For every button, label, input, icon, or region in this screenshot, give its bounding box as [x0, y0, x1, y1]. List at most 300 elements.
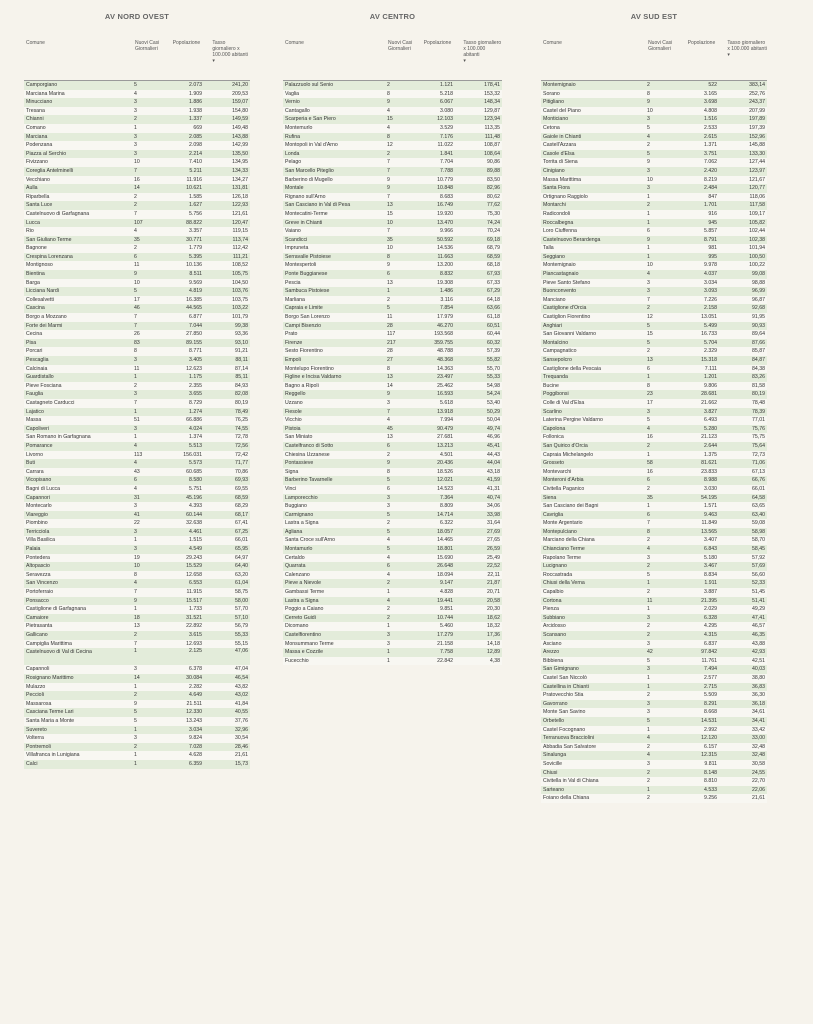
- table-row: [541, 674, 767, 683]
- cell-comune: Montale: [285, 185, 304, 192]
- cell-comune: Trequanda: [543, 374, 568, 381]
- cell-popolazione: 45.196: [186, 494, 202, 501]
- table-row: [541, 425, 767, 434]
- cell-popolazione: 13.565: [701, 528, 717, 535]
- cell-nuovi-casi: 2: [387, 520, 390, 527]
- cell-comune: Radicondoli: [543, 210, 571, 217]
- cell-nuovi-casi: 2: [647, 348, 650, 355]
- cell-nuovi-casi: 43: [134, 468, 140, 475]
- cell-popolazione: 48.368: [437, 357, 453, 363]
- cell-comune: Bientina: [26, 271, 45, 278]
- cell-comune: Viareggio: [26, 511, 48, 518]
- cell-popolazione: 11.022: [437, 142, 453, 149]
- cell-nuovi-casi: 4: [387, 537, 390, 544]
- table-row: [283, 322, 502, 331]
- cell-popolazione: 9.806: [704, 382, 717, 389]
- cell-nuovi-casi: 2: [647, 537, 650, 544]
- cell-popolazione: 4.819: [189, 288, 202, 295]
- cell-tasso: 87,66: [752, 339, 765, 346]
- table-row: [283, 528, 502, 537]
- cell-nuovi-casi: 31: [134, 494, 140, 501]
- cell-tasso: 41,84: [235, 700, 248, 707]
- cell-popolazione: 30.084: [186, 674, 202, 681]
- cell-nuovi-casi: 1: [647, 726, 650, 733]
- cell-nuovi-casi: 5: [134, 82, 137, 88]
- cell-tasso: 98,88: [752, 279, 765, 286]
- cell-nuovi-casi: 2: [134, 743, 137, 750]
- cell-tasso: 152,96: [749, 133, 765, 140]
- cell-tasso: 17,36: [487, 632, 500, 638]
- cell-nuovi-casi: 5: [647, 150, 650, 157]
- cell-nuovi-casi: 4: [134, 228, 137, 235]
- cell-tasso: 40,74: [487, 494, 500, 501]
- cell-tasso: 14,18: [487, 640, 500, 647]
- table-row: [24, 219, 250, 228]
- header-popolazione-label: Popolazione: [423, 40, 452, 46]
- chevron-down-icon[interactable]: ▾: [727, 52, 730, 58]
- cell-popolazione: 9.966: [440, 228, 453, 235]
- cell-comune: Mulazzo: [26, 683, 46, 690]
- cell-tasso: 134,33: [232, 167, 248, 174]
- cell-comune: Ortignano Raggiolo: [543, 193, 588, 200]
- cell-comune: Buggiano: [285, 503, 307, 510]
- cell-popolazione: 3.165: [704, 90, 717, 97]
- table-row: [283, 416, 502, 425]
- cell-popolazione: 12.658: [186, 571, 202, 578]
- header-comune[interactable]: [283, 40, 388, 80]
- cell-tasso: 70,24: [487, 228, 500, 235]
- table-row: [24, 141, 250, 150]
- cell-nuovi-casi: 3: [134, 528, 137, 535]
- table-row: [24, 390, 250, 399]
- cell-popolazione: 1.886: [189, 99, 202, 106]
- cell-tasso: 85,11: [235, 374, 248, 381]
- cell-comune: Bagni di Lucca: [26, 485, 61, 492]
- table-row: [24, 579, 250, 588]
- cell-tasso: 26,59: [487, 546, 500, 553]
- cell-tasso: 103,75: [232, 296, 248, 303]
- cell-popolazione: 19.441: [437, 597, 453, 604]
- cell-comune: Gavorrano: [543, 700, 568, 707]
- cell-tasso: 60,51: [487, 322, 500, 329]
- cell-nuovi-casi: 28: [387, 322, 393, 329]
- table-row: [24, 485, 250, 494]
- cell-comune: Pieve a Nievole: [285, 580, 322, 587]
- cell-tasso: 84,93: [235, 382, 248, 389]
- table-row: [24, 751, 250, 760]
- table-row: [541, 201, 767, 210]
- cell-comune: Roccalbegna: [543, 219, 574, 226]
- cell-comune: Sansepolcro: [543, 357, 572, 363]
- cell-comune: Riparbella: [26, 193, 50, 200]
- table-row: [24, 416, 250, 425]
- cell-tasso: 58,45: [752, 546, 765, 553]
- header-comune[interactable]: [24, 40, 135, 80]
- cell-tasso: 32,48: [752, 743, 765, 750]
- cell-comune: Grosseto: [543, 460, 565, 467]
- cell-popolazione: 15.318: [701, 357, 717, 363]
- table-row: [283, 485, 502, 494]
- cell-nuovi-casi: 6: [387, 442, 390, 449]
- cell-popolazione: 8.148: [704, 769, 717, 776]
- cell-popolazione: 1.175: [189, 374, 202, 381]
- header-comune-label: Comune: [285, 40, 304, 46]
- table-row: [283, 210, 502, 219]
- cell-nuovi-casi: 3: [134, 142, 137, 149]
- cell-comune: Montignoso: [26, 262, 53, 269]
- cell-comune: Pelago: [285, 159, 302, 166]
- cell-popolazione: 5.618: [440, 399, 453, 406]
- cell-comune: Castelnuovo di Garfagnana: [26, 210, 90, 217]
- header-nuovi-casi[interactable]: [388, 40, 424, 80]
- section-av-sud-est: [541, 12, 767, 803]
- cell-tasso: 197,39: [749, 124, 765, 131]
- cell-comune: San Romano in Garfagnana: [26, 434, 91, 441]
- cell-nuovi-casi: 1: [387, 623, 390, 630]
- chevron-down-icon[interactable]: ▾: [463, 58, 466, 64]
- cell-tasso: 18,62: [487, 614, 500, 621]
- cell-nuovi-casi: 5: [387, 546, 390, 553]
- table-row: [283, 270, 502, 279]
- cell-popolazione: 945: [708, 219, 717, 226]
- cell-comune: Coreglia Antelminelli: [26, 167, 73, 174]
- cell-tasso: 96,99: [752, 288, 765, 295]
- cell-popolazione: 23.833: [701, 468, 717, 475]
- cell-tasso: 30,58: [752, 760, 765, 767]
- cell-comune: Podenzana: [26, 142, 53, 149]
- table-row: [283, 261, 502, 270]
- cell-comune: Montamurlo: [285, 546, 313, 553]
- cell-popolazione: 60.144: [186, 511, 202, 518]
- cell-popolazione: 6.843: [704, 546, 717, 553]
- header-comune[interactable]: [541, 40, 648, 80]
- cell-nuovi-casi: 11: [134, 365, 140, 372]
- table-row: [541, 579, 767, 588]
- cell-nuovi-casi: 4: [134, 90, 137, 97]
- cell-tasso: 54,98: [487, 382, 500, 389]
- cell-nuovi-casi: 7: [647, 296, 650, 303]
- cell-nuovi-casi: 1: [134, 124, 137, 131]
- cell-comune: Volterra: [26, 735, 44, 742]
- cell-tasso: 120,77: [749, 185, 765, 192]
- cell-comune: Agliana: [285, 528, 303, 535]
- table-row: [283, 494, 502, 503]
- cell-popolazione: 20.436: [437, 460, 453, 467]
- cell-nuovi-casi: 2: [647, 82, 650, 88]
- table-row: [541, 597, 767, 606]
- cell-popolazione: 8.668: [704, 709, 717, 716]
- cell-tasso: 43,82: [235, 683, 248, 690]
- cell-comune: Palazzuolo sul Senio: [285, 82, 334, 88]
- table-row: [24, 511, 250, 520]
- cell-comune: Arcidosso: [543, 623, 566, 630]
- cell-popolazione: 21.123: [701, 434, 717, 441]
- cell-popolazione: 8.809: [440, 503, 453, 510]
- cell-popolazione: 10.744: [437, 614, 453, 621]
- cell-nuovi-casi: 7: [134, 210, 137, 217]
- cell-popolazione: 6.322: [440, 520, 453, 527]
- cell-popolazione: 15.529: [186, 563, 202, 570]
- cell-popolazione: 11.915: [186, 589, 202, 596]
- cell-comune: Calci: [26, 760, 38, 767]
- cell-comune: Fivizzano: [26, 159, 48, 166]
- cell-popolazione: 15.690: [437, 554, 453, 561]
- cell-popolazione: 1.486: [440, 288, 453, 295]
- cell-comune: Talla: [543, 245, 554, 252]
- cell-comune: Castagneto Carducci: [26, 399, 75, 406]
- cell-comune: Portoferraio: [26, 589, 54, 596]
- cell-comune: Fucecchio: [285, 657, 309, 664]
- cell-comune: Montarchi: [543, 202, 566, 209]
- cell-popolazione: 2.073: [189, 82, 202, 88]
- header-nuovi-casi[interactable]: [648, 40, 688, 80]
- cell-nuovi-casi: 5: [647, 339, 650, 346]
- cell-popolazione: 2.125: [189, 648, 202, 655]
- cell-nuovi-casi: 2: [647, 632, 650, 638]
- cell-tasso: 77,62: [487, 202, 500, 209]
- cell-nuovi-casi: 6: [134, 253, 137, 260]
- cell-comune: Montespertoli: [285, 262, 317, 269]
- cell-popolazione: 3.827: [704, 408, 717, 415]
- cell-popolazione: 54.195: [701, 494, 717, 501]
- cell-tasso: 154,80: [232, 107, 248, 114]
- cell-tasso: 67,93: [487, 271, 500, 278]
- cell-comune: Chianciano Terme: [543, 546, 585, 553]
- cell-popolazione: 5.499: [704, 322, 717, 329]
- table-row: [541, 339, 767, 348]
- cell-tasso: 12,89: [487, 649, 500, 656]
- cell-nuovi-casi: 23: [647, 391, 653, 398]
- cell-tasso: 75,64: [752, 442, 765, 449]
- table-row: [541, 150, 767, 159]
- table-row: [541, 588, 767, 597]
- chevron-down-icon[interactable]: ▾: [212, 58, 215, 64]
- table-row: [541, 528, 767, 537]
- header-tasso[interactable]: [212, 40, 250, 80]
- cell-tasso: 20,71: [487, 589, 500, 596]
- cell-comune: Lucca: [26, 219, 40, 226]
- table-row: [541, 640, 767, 649]
- table-row: [541, 708, 767, 717]
- cell-popolazione: 2.992: [704, 726, 717, 733]
- cell-popolazione: 18.801: [437, 546, 453, 553]
- cell-nuovi-casi: 1: [134, 752, 137, 759]
- table-row: [24, 683, 250, 692]
- cell-comune: Sorano: [543, 90, 560, 97]
- cell-nuovi-casi: 3: [134, 99, 137, 106]
- cell-popolazione: 19.920: [437, 210, 453, 217]
- header-tasso[interactable]: [463, 40, 502, 80]
- cell-tasso: 120,47: [232, 219, 248, 226]
- cell-nuovi-casi: 2: [387, 296, 390, 303]
- cell-tasso: 42,93: [752, 649, 765, 656]
- cell-popolazione: 8.219: [704, 176, 717, 183]
- cell-nuovi-casi: 12: [387, 142, 393, 149]
- cell-tasso: 31,64: [487, 520, 500, 527]
- cell-comune: Sinalunga: [543, 752, 567, 759]
- cell-nuovi-casi: 10: [647, 107, 653, 114]
- cell-popolazione: 2.644: [704, 442, 717, 449]
- cell-comune: San Giovanni Valdarno: [543, 331, 596, 338]
- table-row: [283, 442, 502, 451]
- cell-tasso: 153,32: [484, 90, 500, 97]
- table-row: [24, 468, 250, 477]
- cell-nuovi-casi: 6: [647, 477, 650, 484]
- cell-comune: Anghiari: [543, 322, 563, 329]
- cell-tasso: 36,83: [752, 683, 765, 690]
- cell-comune: Capolona: [543, 425, 566, 432]
- cell-nuovi-casi: 9: [134, 597, 137, 604]
- cell-popolazione: 7.226: [704, 296, 717, 303]
- cell-comune: Borgo a Mozzano: [26, 314, 67, 321]
- table-row: [24, 339, 250, 348]
- cell-comune: Cinigiano: [543, 167, 565, 174]
- cell-popolazione: 29.243: [186, 554, 202, 561]
- table-row: [24, 244, 250, 253]
- cell-comune: Ponsacco: [26, 597, 49, 604]
- cell-comune: Montemurlo: [285, 124, 313, 131]
- cell-nuovi-casi: 3: [647, 760, 650, 767]
- cell-comune: Monsummano Terme: [285, 640, 334, 647]
- table-row: [283, 640, 502, 649]
- cell-tasso: 89,64: [752, 331, 765, 338]
- cell-nuovi-casi: 4: [387, 417, 390, 424]
- cell-comune: Rignano sull'Arno: [285, 193, 326, 200]
- header-nuovi-casi-label: Nuovi Casi Giornalieri: [648, 40, 673, 52]
- cell-tasso: 57,92: [752, 554, 765, 561]
- cell-tasso: 131,81: [232, 185, 248, 192]
- cell-nuovi-casi: 10: [387, 219, 393, 226]
- table-row: [283, 287, 502, 296]
- cell-popolazione: 1.733: [189, 606, 202, 613]
- cell-comune: Castellina in Chianti: [543, 683, 589, 690]
- table-header: [283, 40, 502, 81]
- cell-popolazione: 8.771: [189, 348, 202, 355]
- cell-popolazione: 14.536: [437, 245, 453, 252]
- cell-tasso: 45,41: [487, 442, 500, 449]
- cell-comune: Vecchiano: [26, 176, 50, 183]
- cell-comune: Civitella Paganico: [543, 485, 585, 492]
- cell-popolazione: 6.837: [704, 640, 717, 647]
- cell-comune: Greve in Chianti: [285, 219, 323, 226]
- cell-nuovi-casi: 3: [134, 391, 137, 398]
- cell-tasso: 113,74: [232, 236, 248, 243]
- cell-popolazione: 4.461: [189, 528, 202, 535]
- table-row: [283, 253, 502, 262]
- cell-comune: Borgo San Lorenzo: [285, 314, 330, 321]
- cell-popolazione: 60.685: [186, 468, 202, 475]
- table-row: [283, 511, 502, 520]
- cell-nuovi-casi: 9: [647, 236, 650, 243]
- cell-tasso: 68,59: [487, 253, 500, 260]
- cell-popolazione: 66.886: [186, 417, 202, 424]
- header-tasso[interactable]: [727, 40, 767, 80]
- cell-popolazione: 2.282: [189, 683, 202, 690]
- cell-popolazione: 4.295: [704, 623, 717, 630]
- cell-comune: Montemignaio: [543, 262, 576, 269]
- header-popolazione[interactable]: [688, 40, 728, 80]
- cell-tasso: 67,41: [235, 520, 248, 527]
- cell-tasso: 47,04: [235, 666, 248, 673]
- cell-comune: Chiusi della Verna: [543, 580, 585, 587]
- cell-popolazione: 7.062: [704, 159, 717, 166]
- cell-comune: Guardistallo: [26, 374, 54, 381]
- cell-tasso: 83,26: [752, 374, 765, 381]
- cell-nuovi-casi: 5: [387, 305, 390, 312]
- cell-popolazione: 28.681: [701, 391, 717, 398]
- cell-popolazione: 5.704: [704, 339, 717, 346]
- table-row: [541, 390, 767, 399]
- header-nuovi-casi[interactable]: [135, 40, 173, 80]
- table-row: [24, 536, 250, 545]
- table-row: [24, 648, 250, 665]
- cell-nuovi-casi: 1: [647, 245, 650, 252]
- cell-popolazione: 9.851: [440, 606, 453, 613]
- table-row: [24, 708, 250, 717]
- cell-popolazione: 5.218: [440, 90, 453, 97]
- cell-nuovi-casi: 3: [647, 666, 650, 673]
- cell-tasso: 42,51: [752, 657, 765, 664]
- header-popolazione[interactable]: [173, 40, 213, 80]
- cell-nuovi-casi: 13: [387, 374, 393, 381]
- cell-tasso: 74,24: [487, 219, 500, 226]
- table-row: [24, 253, 250, 262]
- cell-tasso: 75,75: [752, 434, 765, 441]
- cell-comune: Gallicano: [26, 632, 48, 638]
- cell-popolazione: 5.573: [189, 460, 202, 467]
- cell-tasso: 57,70: [235, 606, 248, 613]
- cell-popolazione: 2.420: [704, 167, 717, 174]
- cell-tasso: 33,00: [752, 735, 765, 742]
- table-body: [541, 81, 767, 803]
- cell-popolazione: 16.385: [186, 296, 202, 303]
- cell-nuovi-casi: 7: [387, 193, 390, 200]
- cell-tasso: 46,35: [752, 632, 765, 638]
- cell-comune: Pratovecchio Stia: [543, 692, 584, 699]
- header-popolazione[interactable]: [424, 40, 464, 80]
- cell-nuovi-casi: 1: [134, 374, 137, 381]
- cell-popolazione: 9.256: [704, 795, 717, 802]
- cell-nuovi-casi: 3: [647, 185, 650, 192]
- cell-tasso: 27,69: [487, 528, 500, 535]
- cell-popolazione: 30.771: [186, 236, 202, 243]
- cell-comune: Piancastagnaio: [543, 271, 579, 278]
- cell-tasso: 69,18: [487, 236, 500, 243]
- cell-nuovi-casi: 46: [134, 305, 140, 312]
- cell-popolazione: 2.355: [189, 382, 202, 389]
- cell-comune: Suvereto: [26, 726, 47, 733]
- cell-nuovi-casi: 8: [387, 253, 390, 260]
- table-row: [24, 227, 250, 236]
- cell-tasso: 57,39: [487, 348, 500, 355]
- cell-nuovi-casi: 1: [134, 408, 137, 415]
- cell-comune: Pitigliano: [543, 99, 565, 106]
- section-title: AV CENTRO: [369, 12, 416, 21]
- cell-popolazione: 26.648: [437, 563, 453, 570]
- cell-tasso: 40,03: [752, 666, 765, 673]
- cell-popolazione: 4.649: [189, 692, 202, 699]
- cell-popolazione: 2.329: [704, 348, 717, 355]
- cell-nuovi-casi: 5: [647, 717, 650, 724]
- cell-nuovi-casi: 5: [387, 511, 390, 518]
- cell-popolazione: 7.410: [189, 159, 202, 166]
- cell-comune: Londa: [285, 150, 300, 157]
- table-row: [24, 124, 250, 133]
- cell-tasso: 96,87: [752, 296, 765, 303]
- table-row: [283, 433, 502, 442]
- table-row: [24, 605, 250, 614]
- cell-nuovi-casi: 8: [134, 348, 137, 355]
